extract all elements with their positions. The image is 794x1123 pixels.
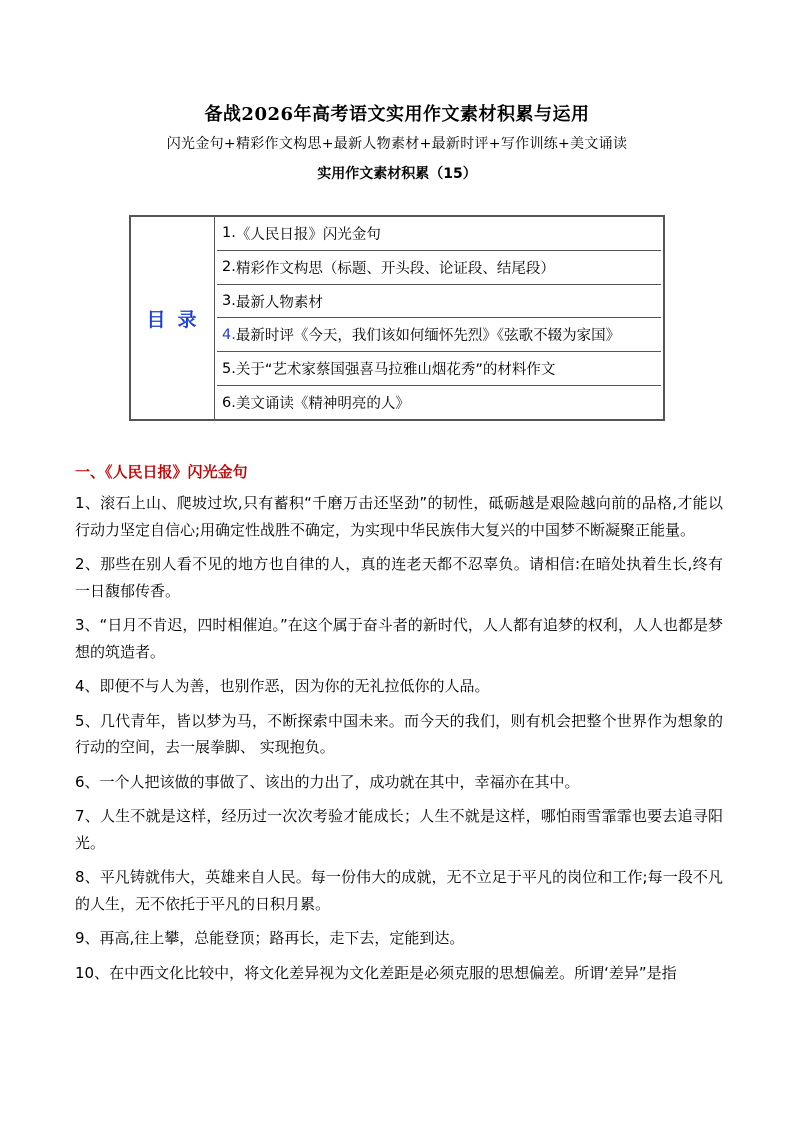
toc-item-text: 《人民日报》闪光金句 (235, 226, 381, 243)
table-of-contents (129, 215, 665, 421)
toc-item-number: 3. (222, 293, 236, 310)
quote-paragraph: 5、几代青年，皆以梦为马，不断探索中国未来。而今天的我们，则有机会把整个世界作为想象的行动的空间，去一展拳脚、 实现抱负。 (75, 711, 723, 756)
toc-item (217, 386, 661, 419)
toc-item (217, 217, 661, 251)
toc-item-number: 1. (222, 225, 236, 242)
quote-paragraph: 7、人生不就是这样，经历过一次次考验才能成长；人生不就是这样，哪怕雨雪霏霏也要去追寻阳光。 (75, 807, 723, 852)
document-subtitle: 闪光金句+精彩作文构思+最新人物素材+最新时评+写作训练+美文诵读 (166, 136, 628, 152)
quote-paragraph: 9、再高,往上攀，总能登顶；路再长，走下去，定能到达。 (75, 929, 465, 947)
toc-item (217, 352, 661, 386)
toc-items (215, 217, 663, 419)
quote-paragraph: 3、“日月不肯迟，四时相催迫。”在这个属于奋斗者的新时代，人人都有追梦的权利，人人也都是梦想的筑造者。 (75, 616, 723, 661)
toc-item-text: 最新时评《今天，我们该如何缅怀先烈》《弦歌不辍为家国》 (235, 328, 621, 345)
quote-paragraph: 4、即便不与人为善，也别作恶，因为你的无礼拉低你的人品。 (75, 677, 490, 695)
quote-paragraph: 6、一个人把该做的事做了、该出的力出了，成功就在其中，幸福亦在其中。 (75, 772, 580, 791)
quote-paragraph: 2、那些在别人看不见的地方也自律的人，真的连老天都不忍辜负。请相信:在暗处执着生长,终有一日馥郁传香。 (75, 555, 723, 600)
toc-item-text: 美文诵读《精神明亮的人》 (235, 396, 410, 413)
toc-item-number: 4. (222, 326, 236, 343)
toc-item-text: 最新人物素材 (235, 294, 323, 311)
quote-paragraph: 1、滚石上山、爬坡过坎,只有蓄积“千磨万击还坚劲”的韧性，砥砺越是艰险越向前的品格,才能以行动力坚定自信心;用确定性战胜不确定，为实现中华民族伟大复兴的中国梦不断凝聚正能量。 (75, 494, 723, 539)
quote-paragraph: 10、在中西文化比较中，将文化差异视为文化差距是必须克服的思想偏差。所谓‘差异”是指 (75, 963, 677, 982)
quote-list (75, 490, 723, 994)
toc-item-text: 关于“艺术家蔡国强喜马拉雅山烟花秀”的材料作文 (235, 362, 556, 379)
issue-title: 实用作文素材积累（15） (317, 166, 477, 182)
toc-item-number: 6. (222, 394, 236, 411)
toc-item-text: 精彩作文构思（标题、开头段、论证段、结尾段） (235, 260, 555, 277)
toc-item-number: 2. (222, 259, 236, 276)
document-title: 备战2026年高考语文实用作文素材积累与运用 (204, 104, 590, 125)
section-heading: 一、《人民日报》闪光金句 (75, 463, 248, 481)
toc-item (217, 251, 661, 285)
quote-paragraph: 8、平凡铸就伟大，英雄来自人民。每一份伟大的成就，无不立足于平凡的岗位和工作;每一段不凡的人生，无不依托于平凡的日积月累。 (75, 868, 723, 913)
toc-item (217, 318, 661, 352)
toc-label: 目录 (131, 217, 215, 419)
toc-item (217, 285, 661, 319)
toc-item-number: 5. (222, 360, 236, 377)
